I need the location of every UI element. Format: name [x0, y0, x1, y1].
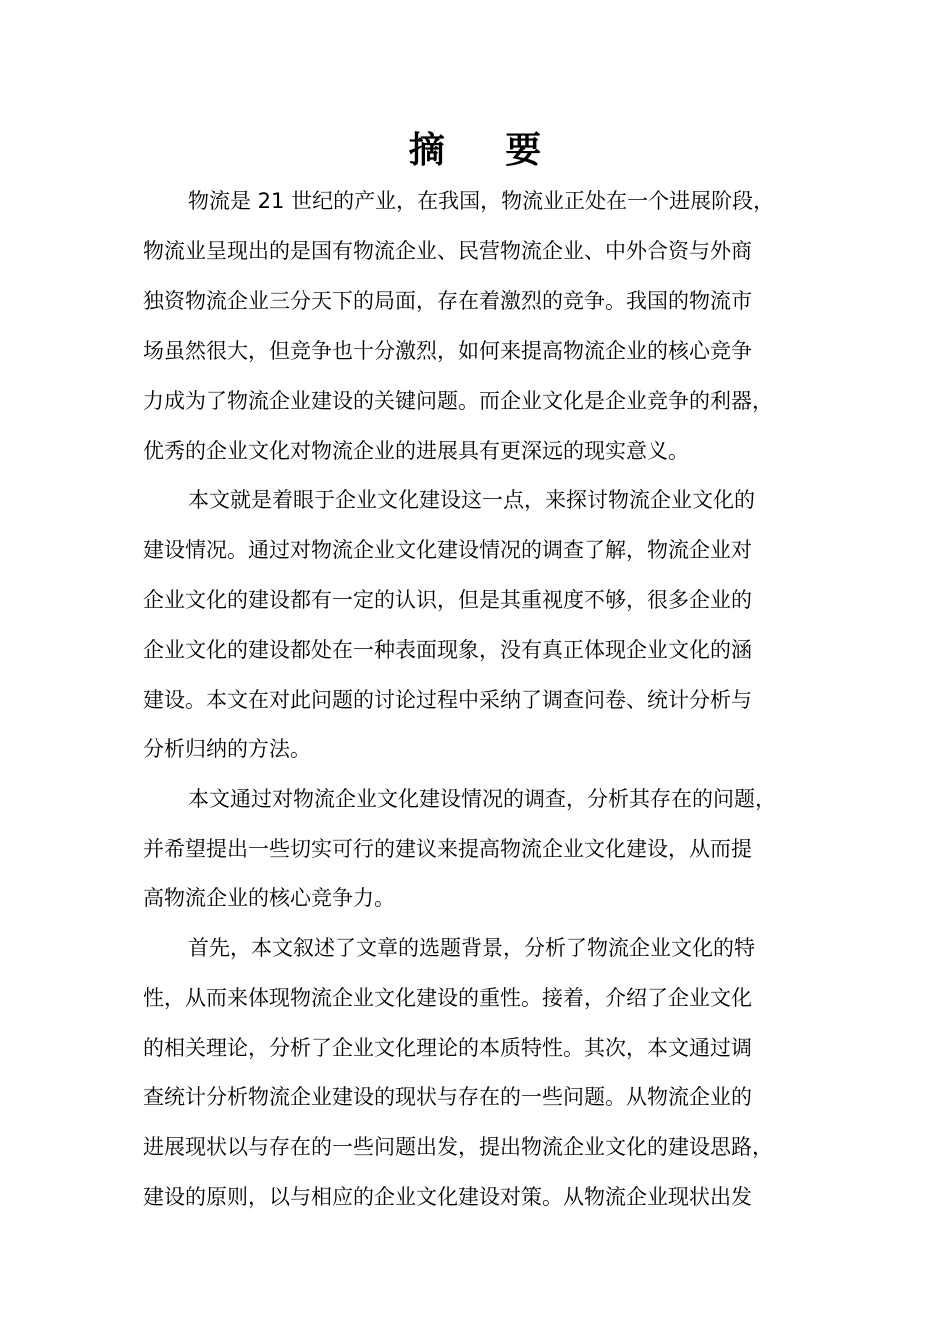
text-line: 首先，本文叙述了文章的选题背景，分析了物流企业文化的特 — [188, 936, 755, 960]
text-line: 优秀的企业文化对物流企业的进展具有更深远的现实意义。 — [143, 439, 689, 463]
text-line: 建设。本文在对此问题的讨论过程中采纳了调查问卷、统计分析与 — [143, 688, 752, 712]
text-line: 本文通过对物流企业文化建设情况的调查，分析其存在的问题， — [188, 787, 776, 811]
text-line: 查统计分析物流企业建设的现状与存在的一些问题。从物流企业的 — [143, 1085, 752, 1109]
text-line: 分析归纳的方法。 — [143, 737, 311, 761]
text-line: 性，从而来体现物流企业文化建设的重性。接着，介绍了企业文化 — [143, 986, 752, 1010]
text-line: 力成为了物流企业建设的关键问题。而企业文化是企业竞争的利器， — [143, 389, 773, 413]
text-line: 场虽然很大，但竞争也十分激烈，如何来提高物流企业的核心竞争 — [143, 339, 752, 363]
text-line: 企业文化的建设都有一定的认识，但是其重视度不够，很多企业的 — [143, 588, 752, 612]
text-line: 的相关理论，分析了企业文化理论的本质特性。其次，本文通过调 — [143, 1036, 752, 1060]
text-line: 企业文化的建设都处在一种表面现象，没有真正体现企业文化的涵 — [143, 638, 752, 662]
text-line: 本文就是着眼于企业文化建设这一点，来探讨物流企业文化的 — [188, 488, 755, 512]
text-line: 独资物流企业三分天下的局面，存在着激烈的竞争。我国的物流市 — [143, 289, 752, 313]
page-title: 摘 要 — [408, 130, 566, 171]
text-line: 高物流企业的核心竞争力。 — [143, 886, 395, 910]
text-line: 建设的原则，以与相应的企业文化建设对策。从物流企业现状出发 — [143, 1185, 752, 1209]
text-line: 并希望提出一些切实可行的建议来提高物流企业文化建设，从而提 — [143, 837, 752, 861]
text-line: 进展现状以与存在的一些问题出发，提出物流企业文化的建设思路， — [143, 1135, 773, 1159]
text-line: 物流是 21 世纪的产业，在我国，物流业正处在一个进展阶段， — [188, 189, 775, 213]
text-line: 建设情况。通过对物流企业文化建设情况的调查了解，物流企业对 — [143, 538, 752, 562]
text-line: 物流业呈现出的是国有物流企业、民营物流企业、中外合资与外商 — [143, 239, 752, 263]
